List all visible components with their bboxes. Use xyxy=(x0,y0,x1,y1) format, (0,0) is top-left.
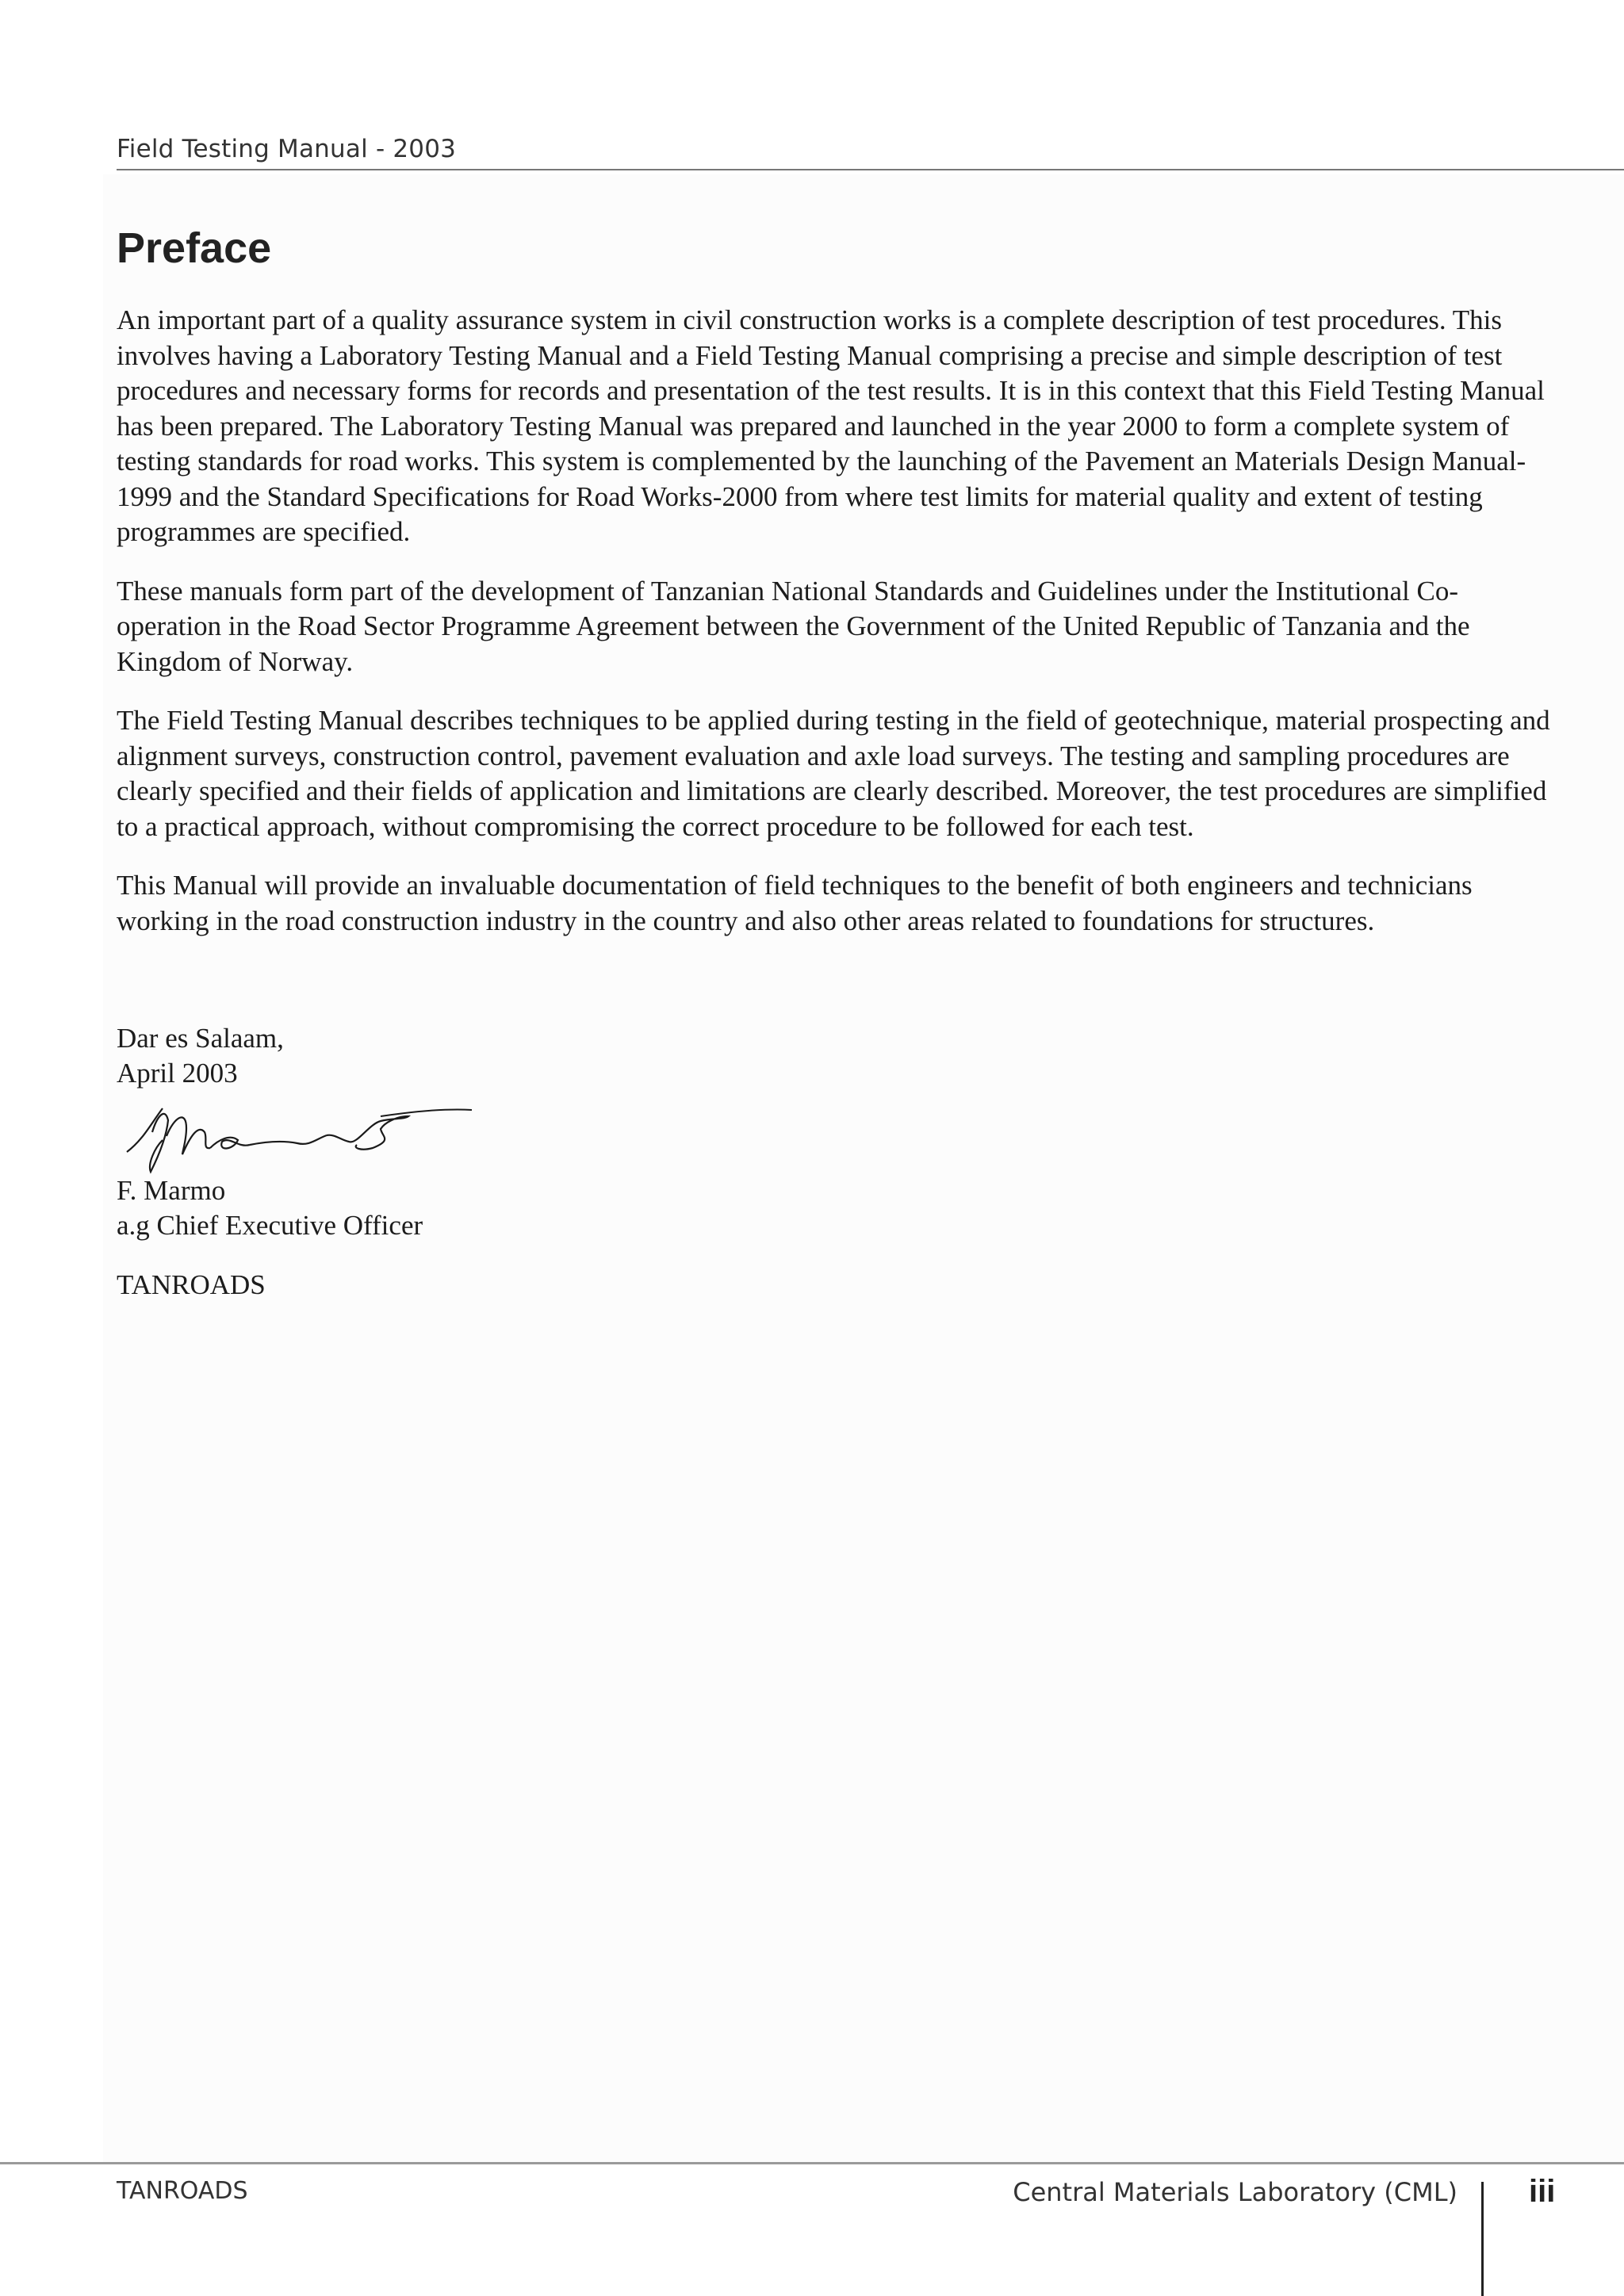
handwritten-signature xyxy=(119,1093,476,1180)
footer-organization: TANROADS xyxy=(117,2177,248,2205)
paragraph-3: The Field Testing Manual describes techniques to be applied during testing in the field of geotechnique, material prospecting and alignment surveys, construction control, pavement evaluation and axle load surveys. The testing and sampling procedures are clearly specified and their fields of application and limitations are clearly described. Moreover, the test procedures are simplified to a practical approach, without compromising the correct procedure to be followed for each test. xyxy=(117,705,1550,842)
signatory-name: F. Marmo xyxy=(117,1175,226,1206)
paragraph-4: This Manual will provide an invaluable documentation of field techniques to the benefit of both engineers and technicians working in the road construction industry in the country and also other areas related to foundations for structures. xyxy=(117,870,1473,936)
paragraph-1: An important part of a quality assurance system in civil construction works is a complete description of test procedures. This involves having a Laboratory Testing Manual and a Field Testing Manual comprising a precise and simple description of test procedures and necessary forms for records and presentation of the test results. It is in this context that this Field Testing Manual has been prepared. The Laboratory Testing Manual was prepared and launched in the year 2000 to form a complete system of testing standards for road works. This system is complemented by the launching of the Pavement an Materials Design Manual-1999 and the Standard Specifications for Road Works-2000 from where test limits for material quality and extent of testing programmes are specified. xyxy=(117,304,1545,547)
signatory-organization: TANROADS xyxy=(117,1269,266,1300)
closing-place: Dar es Salaam, xyxy=(117,1023,284,1054)
paragraph-2: These manuals form part of the development of Tanzanian National Standards and Guidelines under the Institutional Co-operation in the Road Sector Programme Agreement between the Government of the United Republic of Tanzania and the Kingdom of Norway. xyxy=(117,575,1470,677)
preface-body xyxy=(117,303,1560,962)
signatory-position: a.g Chief Executive Officer xyxy=(117,1210,423,1241)
page-number: iii xyxy=(1529,2174,1556,2209)
footer-rule xyxy=(0,2162,1624,2164)
page-title: Preface xyxy=(117,224,272,272)
footer-divider xyxy=(1481,2182,1484,2296)
header-rule xyxy=(117,169,1624,170)
closing-date: April 2003 xyxy=(117,1058,238,1089)
running-header: Field Testing Manual - 2003 xyxy=(117,135,457,163)
footer-laboratory: Central Materials Laboratory (CML) xyxy=(1013,2177,1457,2207)
